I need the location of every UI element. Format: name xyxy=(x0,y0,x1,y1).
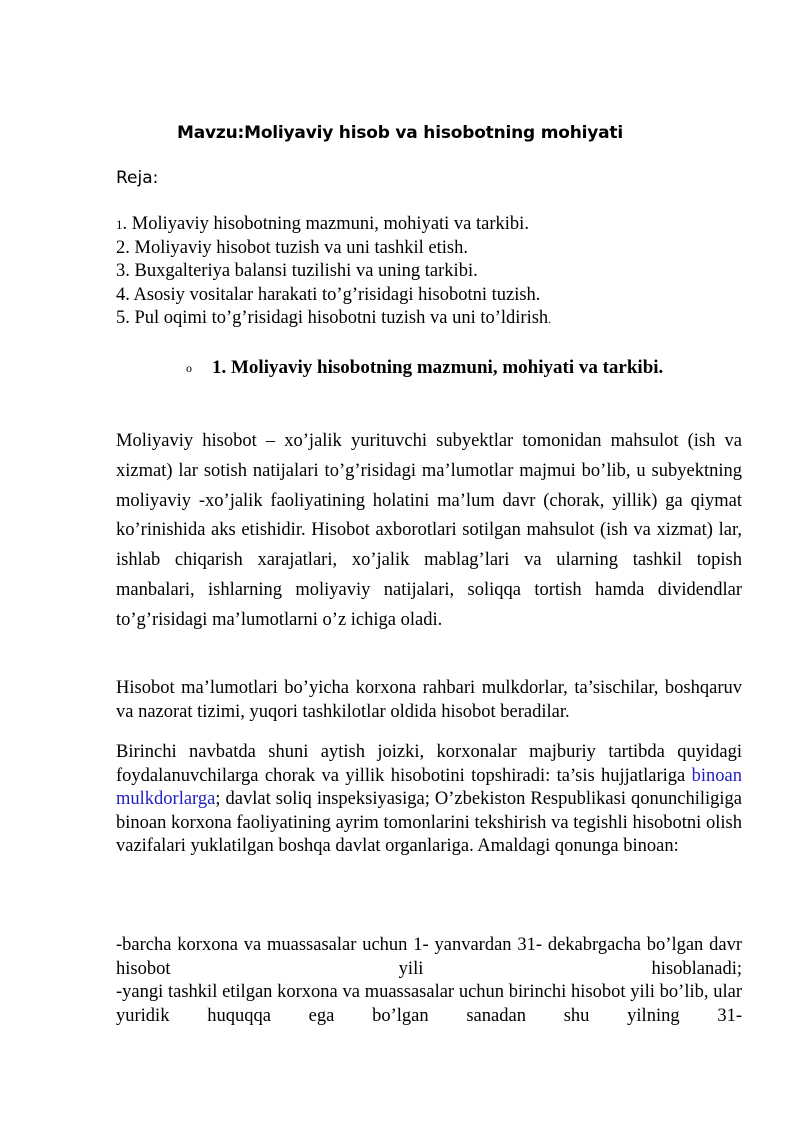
paragraph-definition: Moliyaviy hisobot – xo’jalik yurituvchi subyektlar tomonidan mahsulot (ish va xizmat) lar sotish natijalari to’g’risidagi ma’lumotlar majmui bo’lib, u subyektning moliyaviy -xo’jalik faoliyatining holatini ma’lum davr (chorak, yillik) ga qiymat ko’rinishida aks etishidir. Hisobot axborotlari sotilgan mahsulot (ish va xizmat) lar, ishlab chiqarish xarajatlari, xo’jalik mablag’lari va ularning tashkil topish manbalari, ishlarning moliyaviy natijalari, soliqqa tortish hamda dividendlar to’g’risidagi ma’lumotlarni o’z ichiga oladi. xyxy=(116,431,742,630)
reporting-year-line-1: -barcha korxona va muassasalar uchun 1- yanvardan 31- dekabrgacha bo’lgan davr hisobot yili hisoblanadi; xyxy=(116,935,742,979)
section-bullet-icon: o xyxy=(186,361,192,375)
plan-item-2: 2. Moliyaviy hisobot tuzish va uni tashkil etish. xyxy=(116,237,468,258)
paragraph-reporting-year xyxy=(116,934,742,1028)
document-title: Mavzu:Moliyaviy hisob va hisobotning mohiyati xyxy=(177,123,623,143)
plan-item-5-dot: . xyxy=(548,312,552,327)
plan-item-5-text: 5. Pul oqimi to’g’risidagi hisobotni tuzish va uni to’ldirish xyxy=(116,308,549,329)
plan-item-1-number: 1 xyxy=(116,217,123,232)
plan-item-5 xyxy=(116,307,756,332)
plan-list xyxy=(116,213,756,332)
plan-item-4: 4. Asosiy vositalar harakati to’g’risidagi hisobotni tuzish. xyxy=(116,284,541,305)
paragraph-users-link[interactable]: binoan mulkdorlarga xyxy=(116,765,742,810)
plan-item-1-text: . Moliyaviy hisobotning mazmuni, mohiyati va tarkibi. xyxy=(122,214,529,234)
plan-label: Reja: xyxy=(116,168,159,188)
reporting-year-line-2: -yangi tashkil etilgan korxona va muassasalar uchun birinchi hisobot yili bo’lib, ular yuridik huquqqa ega bo’lgan sanadan shu yilning 31- xyxy=(116,982,742,1026)
paragraph-users-text-end: ; davlat soliq inspeksiyasiga; O’zbekiston Respublikasi qonunchiligiga binoan korxona faoliyatining ayrim tomonlarini tekshirish va tegishli hisobotni olish vazifalari yuklatilgan boshqa davlat organlariga. Amaldagi qonunga binoan: xyxy=(116,789,742,857)
plan-item-1 xyxy=(116,213,756,237)
paragraph-reporting: Hisobot ma’lumotlari bo’yicha korxona rahbari mulkdorlar, ta’sischilar, boshqaruv va nazorat tizimi, yuqori tashkilotlar oldida hisobot beradilar. xyxy=(116,678,742,722)
plan-item-3: 3. Buxgalteriya balansi tuzilishi va uning tarkibi. xyxy=(116,261,478,282)
section-1-heading-text: 1. Moliyaviy hisobotning mazmuni, mohiyati va tarkibi. xyxy=(212,357,664,378)
section-1-heading xyxy=(186,356,663,380)
paragraph-users xyxy=(116,741,742,859)
paragraph-users-text-start: Birinchi navbatda shuni aytish joizki, korxonalar majburiy tartibda quyidagi foydalanuvchilarga chorak va yillik hisobotini topshiradi: ta’sis hujjatlariga xyxy=(116,742,742,786)
